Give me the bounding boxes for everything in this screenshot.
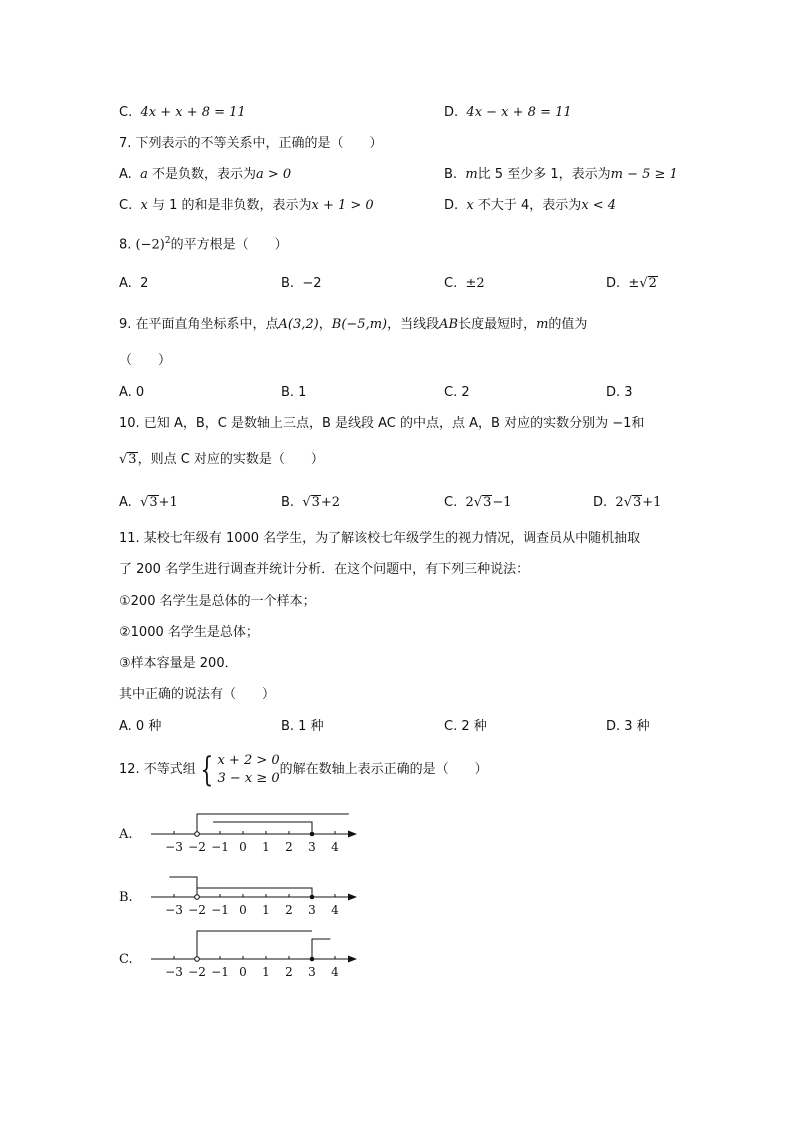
q11-statement-3: ③样本容量是 200． (119, 656, 238, 671)
q9-option-d: D. 3 (606, 385, 633, 400)
axis-arrow (348, 894, 357, 901)
axis-arrow (348, 956, 357, 963)
q11-option-d: D. 3 种 (606, 719, 650, 734)
q8-option-d: D. ±√2 (606, 276, 657, 291)
q11-line2: 了 200 名学生进行调查并统计分析．在这个问题中，有下列三种说法： (119, 562, 530, 577)
tick-label: 1 (262, 903, 270, 917)
q6-option-c: C. 4x + x + 8 = 11 (119, 105, 246, 120)
tick-label: 0 (239, 903, 247, 917)
q9-stem: 9. 在平面直角坐标系中，点A(3,2)，B(−5,m)，当线段AB长度最短时，m的值为 (119, 317, 588, 332)
tick-label: 1 (262, 840, 270, 854)
tick-label: 2 (285, 965, 293, 979)
q11-line1: 11. 某校七年级有 1000 名学生，为了解该校七年级学生的视力情况，调查员从中随机抽取 (119, 531, 641, 546)
q8-option-c: C. ±2 (444, 276, 485, 291)
tick-label: −1 (211, 965, 229, 979)
q12-option-b-numberline (145, 868, 365, 923)
q8-option-b: B. −2 (281, 276, 322, 291)
tick-label: −3 (165, 965, 183, 979)
q7-option-c: C. x 与 1 的和是非负数，表示为x + 1 > 0 (119, 198, 374, 213)
q10-option-a: A. √3+1 (119, 495, 178, 510)
closed-point (310, 895, 315, 900)
open-point (195, 832, 200, 837)
solution-bracket (213, 822, 312, 834)
q9-option-b: B. 1 (281, 385, 307, 400)
tick-label: −3 (165, 840, 183, 854)
q12-option-c-numberline (145, 930, 365, 985)
q12-option-a-label: A. (119, 827, 133, 842)
q12-stem: 12. 不等式组 { x + 2 > 0 3 − x ≥ 0 的解在数轴上表示正确的是（ ） (119, 749, 488, 790)
tick-label: −3 (165, 903, 183, 917)
axis-arrow (348, 831, 357, 838)
q11-statement-1: ①200 名学生是总体的一个样本； (119, 594, 316, 609)
tick-label: −1 (211, 840, 229, 854)
q9-paren: （ ） (119, 353, 172, 368)
q12-brace: { (200, 749, 214, 790)
q12-option-b-label: B. (119, 890, 133, 905)
tick-label: −2 (188, 903, 206, 917)
tick-label: 3 (308, 903, 316, 917)
q7-stem: 7. 下列表示的不等关系中，正确的是（ ） (119, 136, 383, 151)
q10-line2: √3，则点 C 对应的实数是（ ） (119, 452, 324, 467)
tick-label: 4 (331, 840, 339, 854)
q10-option-b: B. √3+2 (281, 495, 341, 510)
tick-label: 3 (308, 965, 316, 979)
q12-option-a-numberline (145, 805, 365, 860)
q11-option-c: C. 2 种 (444, 719, 487, 734)
tick-label: −2 (188, 965, 206, 979)
closed-point (310, 957, 315, 962)
tick-label: 4 (331, 965, 339, 979)
q6-option-d: D. 4x − x + 8 = 11 (444, 105, 572, 120)
tick-label: 0 (239, 840, 247, 854)
tick-label: −1 (211, 903, 229, 917)
q11-option-a: A. 0 种 (119, 719, 162, 734)
q7-option-d: D. x 不大于 4，表示为x < 4 (444, 198, 617, 213)
q11-ask: 其中正确的说法有（ ） (119, 687, 276, 702)
tick-label: 4 (331, 903, 339, 917)
q11-statement-2: ②1000 名学生是总体； (119, 625, 259, 640)
open-point (195, 895, 200, 900)
q7-option-b: B. m比 5 至少多 1，表示为m − 5 ≥ 1 (444, 167, 678, 182)
tick-label: 2 (285, 840, 293, 854)
q7-option-a: A. a 不是负数，表示为a > 0 (119, 167, 292, 182)
tick-label: 2 (285, 903, 293, 917)
q10-option-d: D. 2√3+1 (593, 495, 662, 510)
q9-option-a: A. 0 (119, 385, 145, 400)
q10-line1: 10. 已知 A，B，C 是数轴上三点，B 是线段 AC 的中点，点 A，B 对应的实数分别为 −1和 (119, 416, 645, 431)
closed-point (310, 832, 315, 837)
tick-label: 3 (308, 840, 316, 854)
tick-label: 0 (239, 965, 247, 979)
solution-bracket (312, 939, 330, 959)
q8-option-a: A. 2 (119, 276, 149, 291)
solution-bracket (197, 931, 312, 959)
tick-label: −2 (188, 840, 206, 854)
q10-option-c: C. 2√3−1 (444, 495, 512, 510)
q12-option-c-label: C. (119, 952, 133, 967)
open-point (195, 957, 200, 962)
q8-stem: 8. $(-2)^2$的平方根是（ ） (119, 236, 288, 253)
q11-option-b: B. 1 种 (281, 719, 324, 734)
q9-option-c: C. 2 (444, 385, 470, 400)
q12-system: x + 2 > 0 3 − x ≥ 0 (217, 752, 280, 786)
solution-bracket (197, 888, 312, 897)
tick-label: 1 (262, 965, 270, 979)
